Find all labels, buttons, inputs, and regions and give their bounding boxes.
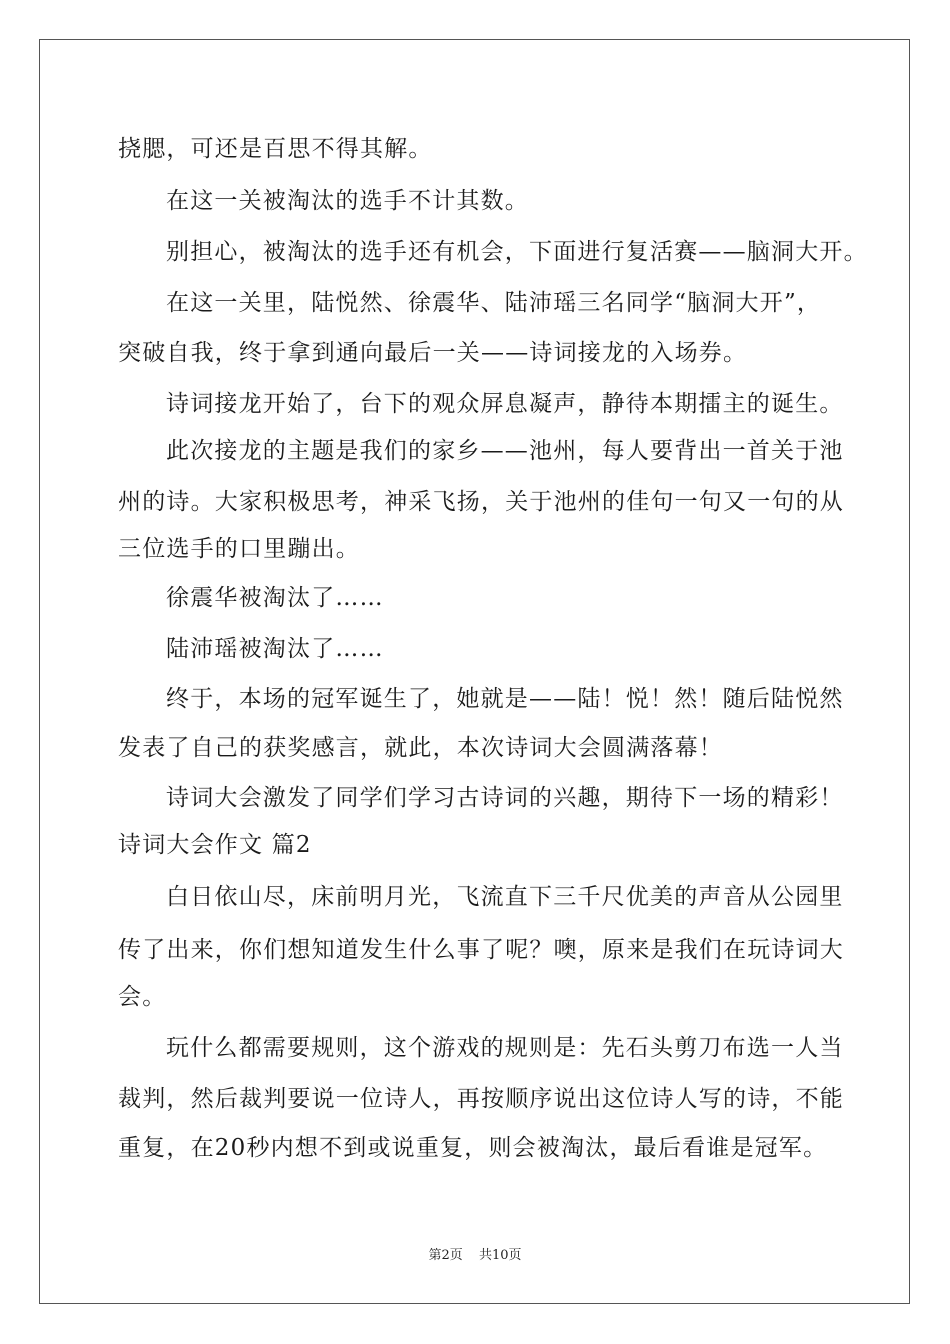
text-line: 挠腮，可还是百思不得其解。 [118,136,433,162]
text-line: 三位选手的口里蹦出。 [118,536,360,562]
paragraph-line: 诗词大会激发了同学们学习古诗词的兴趣，期待下一场的精彩！ [166,785,844,811]
paragraph-line: 徐震华被淘汰了…… [166,585,384,611]
paragraph-line: 在这一关里，陆悦然、徐震华、陆沛瑶三名同学“脑洞大开”， [166,290,822,316]
page-number: 第2页 [428,1248,463,1263]
page-footer [0,1247,950,1265]
text-line: 重复，在20秒内想不到或说重复，则会被淘汰，最后看谁是冠军。 [118,1135,828,1161]
paragraph-line: 别担心，被淘汰的选手还有机会，下面进行复活赛——脑洞大开。 [166,239,868,265]
text-line: 传了出来，你们想知道发生什么事了呢？噢，原来是我们在玩诗词大 [118,937,844,963]
section-heading: 诗词大会作文 篇2 [118,832,312,858]
text-line: 发表了自己的获奖感言，就此，本次诗词大会圆满落幕！ [118,735,723,761]
paragraph-line: 陆沛瑶被淘汰了…… [166,636,384,662]
paragraph-line: 此次接龙的主题是我们的家乡——池州，每人要背出一首关于池 [166,438,844,464]
paragraph-line: 诗词接龙开始了，台下的观众屏息凝声，静待本期擂主的诞生。 [166,391,844,417]
text-line: 突破自我，终于拿到通向最后一关——诗词接龙的入场券。 [118,340,748,366]
text-line: 裁判，然后裁判要说一位诗人，再按顺序说出这位诗人写的诗，不能 [118,1086,844,1112]
paragraph-line: 终于，本场的冠军诞生了，她就是——陆！悦！然！随后陆悦然 [166,686,844,712]
page-total: 共10页 [478,1248,522,1263]
page-border [39,39,910,1304]
paragraph-line: 白日依山尽，床前明月光，飞流直下三千尺优美的声音从公园里 [166,884,844,910]
paragraph-line: 在这一关被淘汰的选手不计其数。 [166,188,529,214]
text-line: 州的诗。大家积极思考，神采飞扬，关于池州的佳句一句又一句的从 [118,489,844,515]
paragraph-line: 玩什么都需要规则，这个游戏的规则是：先石头剪刀布选一人当 [166,1035,844,1061]
text-line: 会。 [118,984,167,1010]
